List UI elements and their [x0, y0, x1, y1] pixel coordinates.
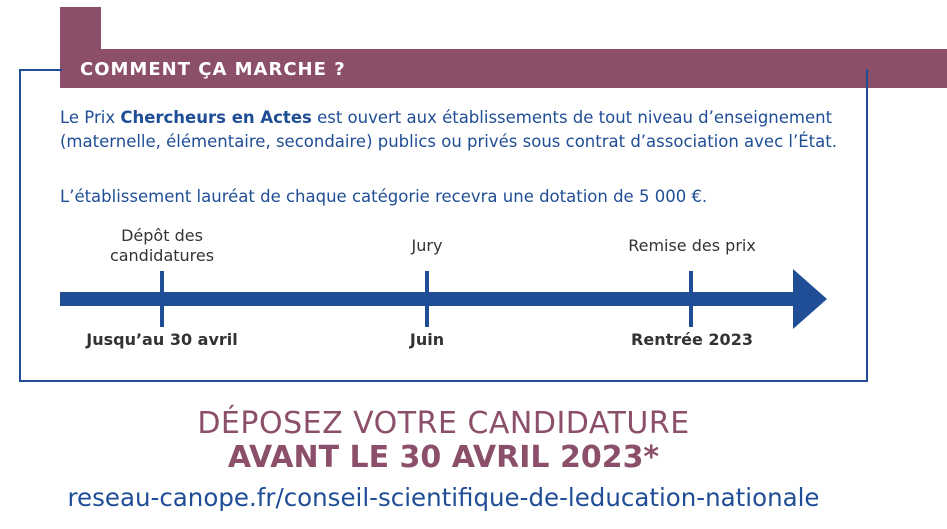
timeline-tick-2 [425, 271, 429, 327]
step-1-date: Jusqu’au 30 avril [86, 330, 238, 349]
cta-line-1: DÉPOSEZ VOTRE CANDIDATURE [197, 406, 690, 441]
step-3-label-line1: Remise des prix [628, 236, 756, 255]
timeline-tick-1 [160, 271, 164, 327]
banner-tab [60, 7, 101, 49]
website-link[interactable]: reseau-canope.fr/conseil-scientifique-de-leducation-nationale [67, 483, 820, 512]
step-2-date: Juin [409, 330, 445, 349]
cta-line-2: AVANT LE 30 AVRIL 2023* [227, 440, 660, 475]
timeline-tick-3 [689, 271, 693, 327]
info-box-top-edge [19, 69, 62, 71]
step-3-date: Rentrée 2023 [631, 330, 753, 349]
step-1-label-line2: candidatures [109, 246, 215, 265]
step-1-label-line1: Dépôt des [121, 226, 203, 245]
timeline-arrowhead [793, 269, 827, 329]
intro-lead: Le Prix [60, 108, 121, 127]
prize-name: Chercheurs en Actes [120, 108, 312, 127]
step-3-label [628, 236, 756, 256]
dotation-paragraph: L’établissement lauréat de chaque catégorie recevra une dotation de 5 000 €. [60, 187, 708, 206]
step-2-label [412, 236, 443, 256]
intro-rest: est ouvert aux établissements de tout niveau d’enseignement (maternelle, élémentaire, secondaire) publics ou privés sous contrat d’association avec l’État. [60, 108, 837, 151]
intro-paragraph [60, 106, 850, 154]
step-1-label [110, 226, 214, 266]
section-title: COMMENT ÇA MARCHE ? [80, 59, 346, 80]
step-2-label-line1: Jury [411, 236, 443, 255]
